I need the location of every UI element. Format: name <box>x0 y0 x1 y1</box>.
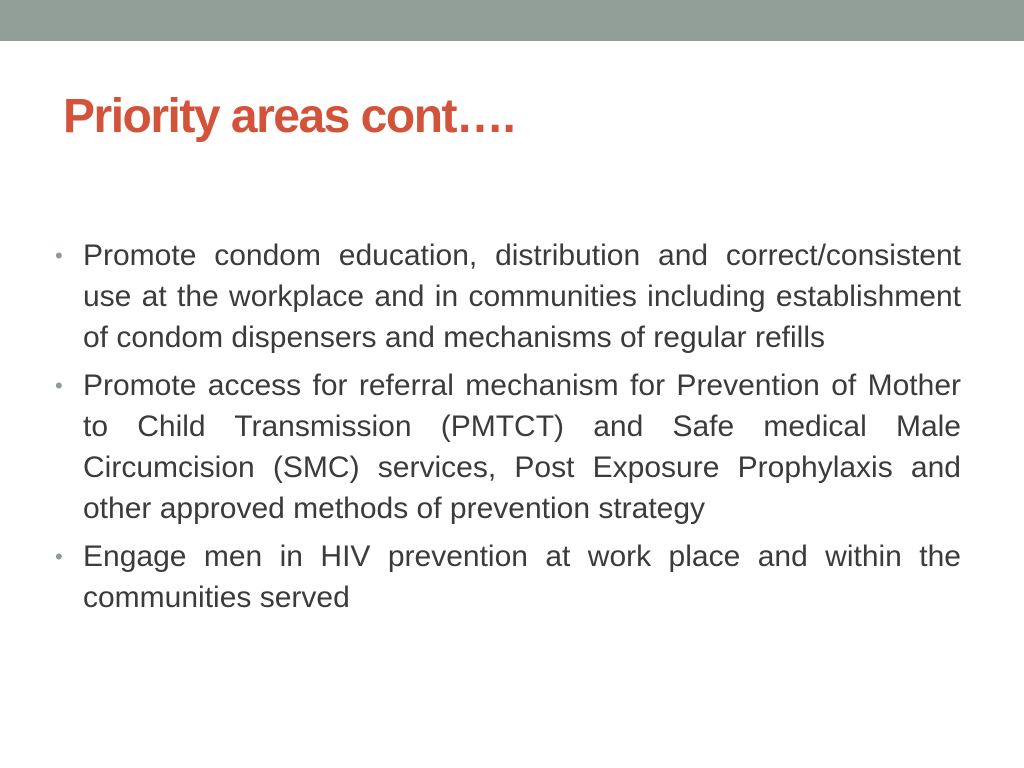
bullet-text: Promote condom education, distribution and correct/consistent use at the workplace and in communities including establishment of condom dispensers and mechanisms of regular refills <box>83 239 961 354</box>
top-accent-bar <box>0 0 1024 41</box>
bullet-text: Promote access for referral mechanism for Prevention of Mother to Child Transmission (PMTCT) and Safe medical Male Circumcision (SMC) services, Post Exposure Prophylaxis and other approved methods of prevention strategy <box>83 369 961 525</box>
bullet-dot-icon: • <box>55 544 63 569</box>
bullet-dot-icon: • <box>55 373 63 398</box>
bullet-list <box>55 235 961 625</box>
bullet-dot-icon: • <box>55 243 63 268</box>
bullet-item-referral-access <box>55 365 961 529</box>
bullet-item-condom-promotion <box>55 235 961 358</box>
bullet-item-engage-men <box>55 536 961 618</box>
slide-title: Priority areas cont…. <box>63 90 515 143</box>
bullet-text: Engage men in HIV prevention at work place and within the communities served <box>83 540 961 614</box>
